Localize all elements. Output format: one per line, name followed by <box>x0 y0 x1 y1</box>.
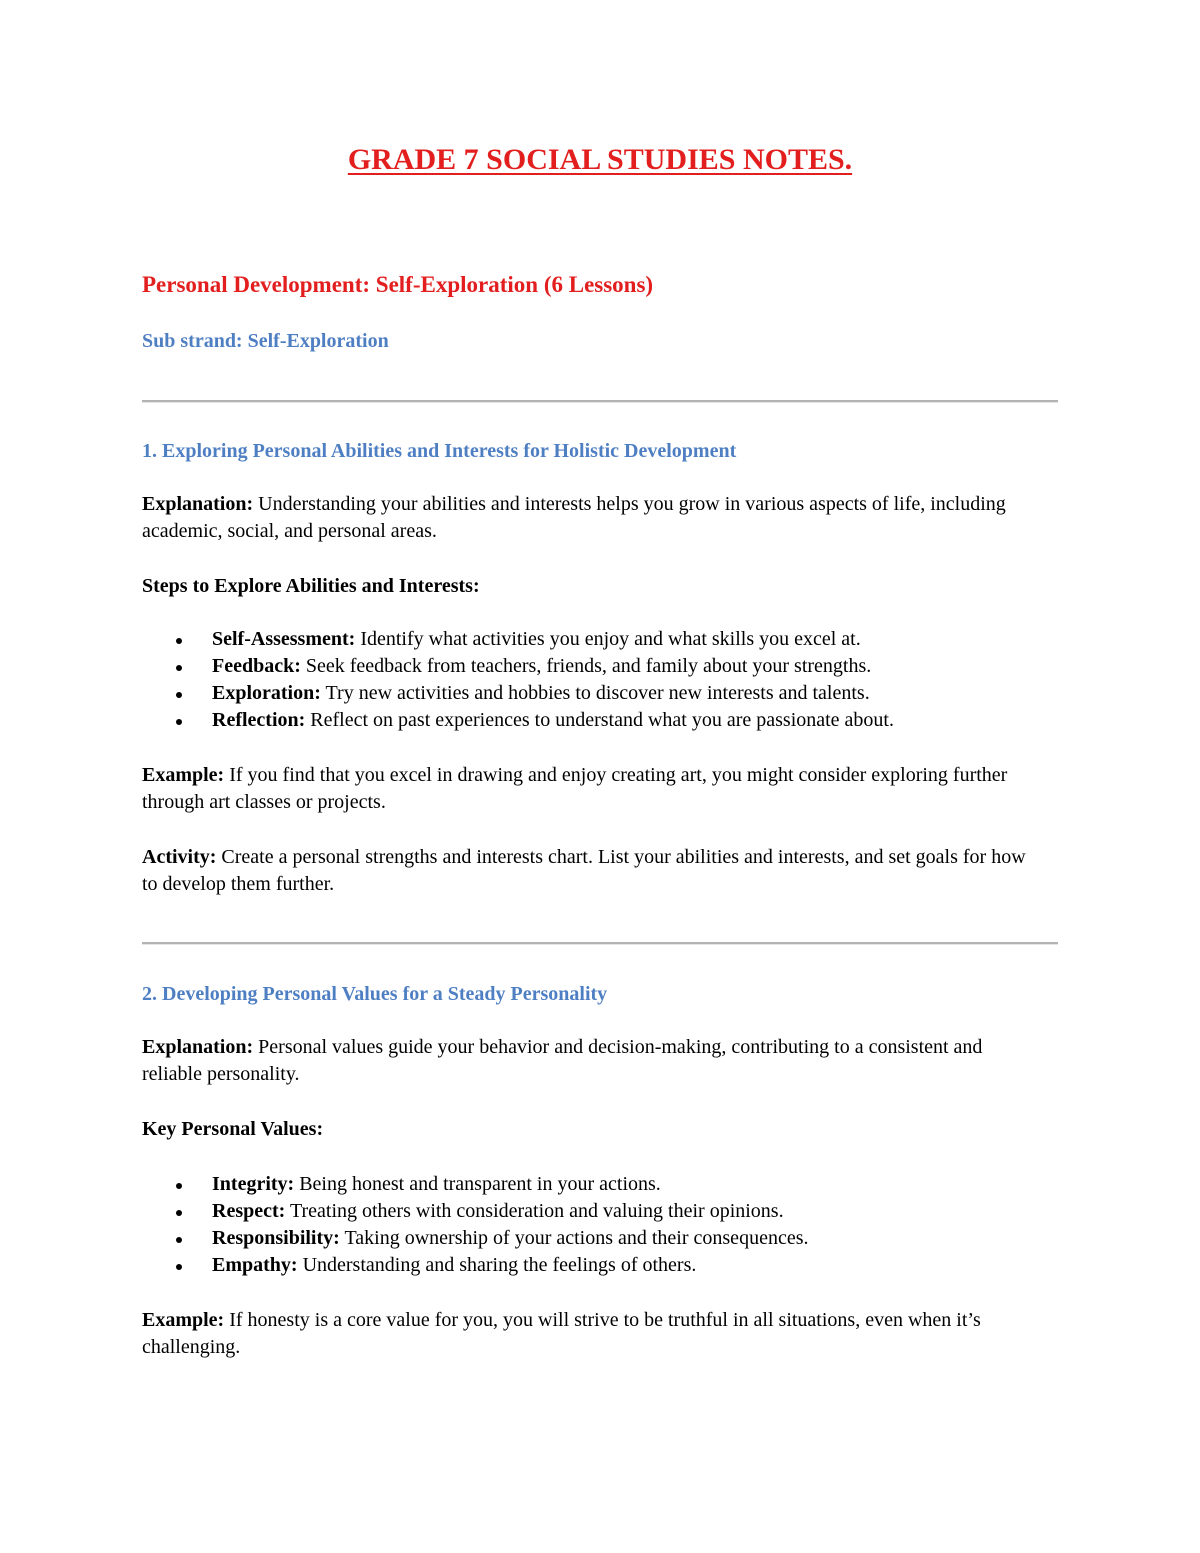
item-text: Try new activities and hobbies to discover new interests and talents. <box>325 682 870 704</box>
section-2-heading: 2. Developing Personal Values for a Steady Personality <box>142 983 608 1005</box>
example-text: If you find that you excel in drawing and enjoy creating art, you might consider exploring further through art classes or projects. <box>142 764 1008 813</box>
list-item <box>142 1252 1042 1279</box>
item-text: Reflect on past experiences to understand what you are passionate about. <box>310 709 894 731</box>
item-term: Responsibility: <box>212 1227 340 1249</box>
example-label: Example: <box>142 764 225 786</box>
item-text: Treating others with consideration and valuing their opinions. <box>289 1200 784 1222</box>
explanation-text: Understanding your abilities and interests helps you grow in various aspects of life, including academic, social, and personal areas. <box>142 493 1006 542</box>
item-term: Respect: <box>212 1200 286 1222</box>
item-term: Exploration: <box>212 682 321 704</box>
section-2-example <box>142 1307 1042 1361</box>
bullet-icon <box>176 719 182 725</box>
list-item <box>142 626 1042 653</box>
substrand-heading: Sub strand: Self-Exploration <box>142 330 389 352</box>
document-title: GRADE 7 SOCIAL STUDIES NOTES. <box>347 143 853 176</box>
item-text: Being honest and transparent in your actions. <box>299 1173 661 1195</box>
section-1-example <box>142 762 1042 816</box>
list-item <box>142 1225 1042 1252</box>
bullet-icon <box>176 665 182 671</box>
bullet-icon <box>176 1210 182 1216</box>
strand-heading: Personal Development: Self-Exploration (6 Lessons) <box>142 272 654 297</box>
item-term: Feedback: <box>212 655 301 677</box>
item-term: Empathy: <box>212 1254 298 1276</box>
list-item <box>142 707 1042 734</box>
item-text: Taking ownership of your actions and their consequences. <box>344 1227 809 1249</box>
item-term: Integrity: <box>212 1173 295 1195</box>
activity-label: Activity: <box>142 846 217 868</box>
section-2-list-heading: Key Personal Values: <box>142 1118 324 1140</box>
bullet-icon <box>176 1183 182 1189</box>
explanation-label: Explanation: <box>142 1036 254 1058</box>
section-2-explanation <box>142 1034 1042 1088</box>
item-term: Reflection: <box>212 709 306 731</box>
bullet-icon <box>176 1237 182 1243</box>
list-item <box>142 1171 1042 1198</box>
example-text: If honesty is a core value for you, you will strive to be truthful in all situations, even when it’s challenging. <box>142 1309 981 1358</box>
example-label: Example: <box>142 1309 225 1331</box>
horizontal-rule <box>142 942 1058 944</box>
section-1-explanation <box>142 491 1042 545</box>
section-1-heading: 1. Exploring Personal Abilities and Interests for Holistic Development <box>142 440 737 462</box>
bullet-icon <box>176 692 182 698</box>
section-1-activity <box>142 844 1042 898</box>
item-text: Understanding and sharing the feelings of others. <box>302 1254 697 1276</box>
bullet-icon <box>176 638 182 644</box>
item-text: Seek feedback from teachers, friends, and family about your strengths. <box>305 655 872 677</box>
activity-text: Create a personal strengths and interests chart. List your abilities and interests, and set goals for how to develop them further. <box>142 846 1026 895</box>
section-1-list-heading: Steps to Explore Abilities and Interests: <box>142 575 480 597</box>
bullet-icon <box>176 1264 182 1270</box>
list-item <box>142 653 1042 680</box>
list-item <box>142 680 1042 707</box>
section-1-bullet-list <box>142 626 1042 734</box>
section-2-bullet-list <box>142 1171 1042 1279</box>
horizontal-rule <box>142 400 1058 402</box>
explanation-text: Personal values guide your behavior and decision-making, contributing to a consistent and reliable personality. <box>142 1036 983 1085</box>
item-text: Identify what activities you enjoy and what skills you excel at. <box>360 628 861 650</box>
list-item <box>142 1198 1042 1225</box>
explanation-label: Explanation: <box>142 493 254 515</box>
item-term: Self-Assessment: <box>212 628 356 650</box>
